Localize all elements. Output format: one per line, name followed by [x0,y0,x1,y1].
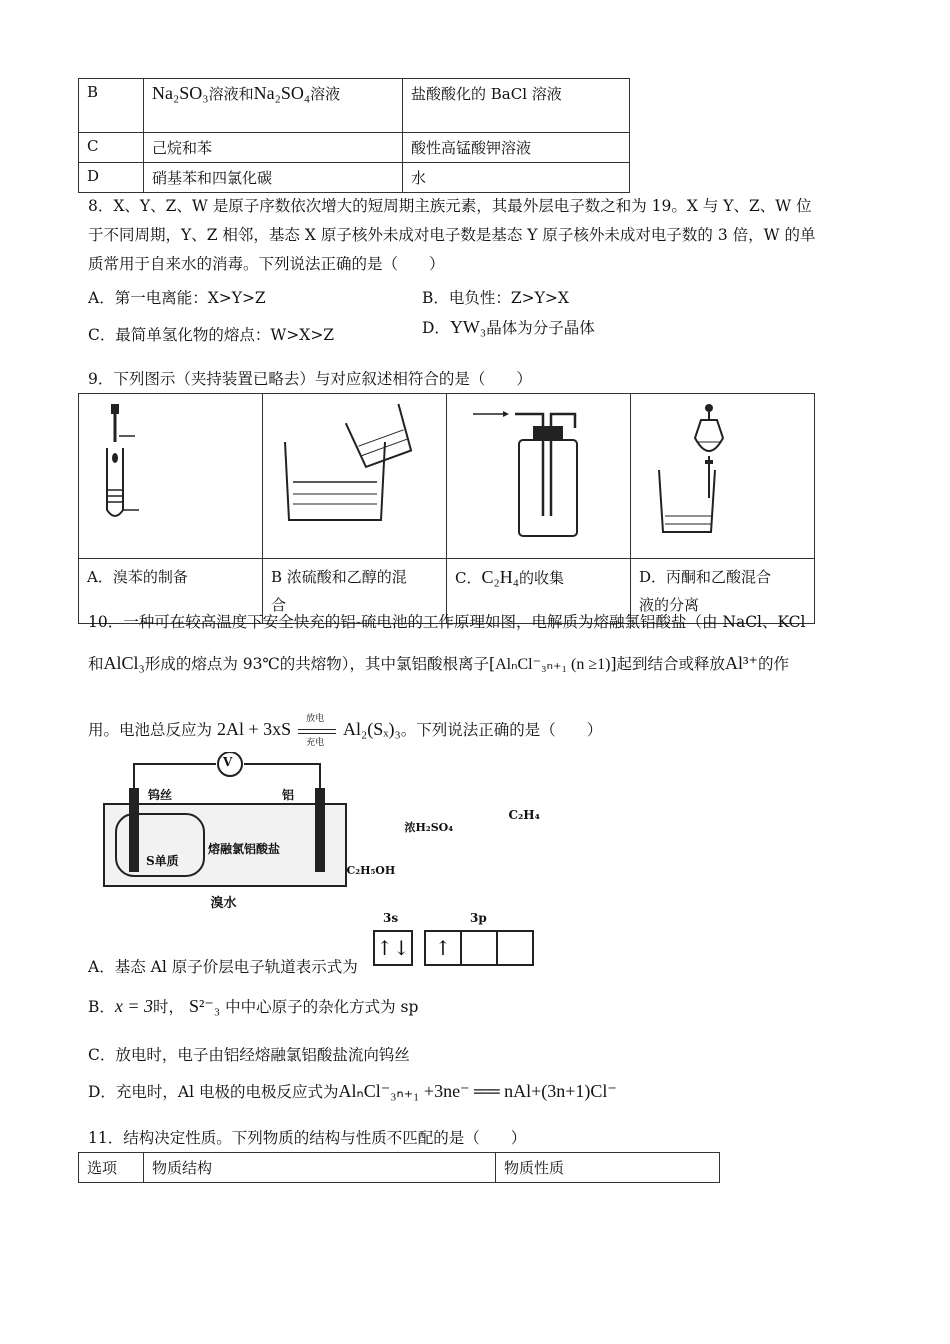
q9-stem: 9．下列图示（夹持装置已略去）与对应叙述相符合的是（ ） [88,370,532,388]
label-bromine-water: 溴水 [210,895,237,911]
caption-c: C．C₂H₄的收集 [447,559,631,624]
reaction-arrow: 放电 充电 [296,721,338,741]
q10-option-c: C．放电时，电子由铝经熔融氯铝酸盐流向钨丝 [88,1046,410,1064]
q10-line1: 10．一种可在较高温度下安全快充的铝-硫电池的工作原理如图，电解质为熔融氯铝酸盐（由 NaCl、KCl [88,613,806,631]
row-label: C [79,133,144,163]
orbital-3s-box: ↑↓ [373,930,413,966]
substance-cell: 硝基苯和四氯化碳 [144,163,403,193]
substance-cell: Na₂SO₃溶液和Na₂SO₄溶液 [144,79,403,133]
voltmeter-label: V [223,755,233,769]
q8-option-a: A．第一电离能：X>Y>Z [88,289,266,307]
label-h2so4: 浓H₂SO₄ [404,820,454,834]
dropper-tube-figure [87,398,254,550]
gas-bottle-figure [455,398,622,550]
q8-stem: 8．X、Y、Z、W 是原子序数依次增大的短周期主族元素，其最外层电子数之和为 19。X 与 Y、Z、W 位 于不同周期，Y、Z 相邻，基态 X 原子核外未成对电子数是基态 Y 原子核外未成对电子数的 3 倍，W 的单 质常用于自来水的消毒。下列说法正确的是（ ） [88,197,816,273]
label-ethanol: C₂H₅OH [346,863,396,877]
electrolyte-label: 熔融氯铝酸盐 [208,842,281,856]
orbital-3p-box-2 [460,930,498,966]
q10-option-b: B．x = 3时， S²⁻₃ 中中心原子的杂化方式为 sp [88,996,419,1016]
top-table [78,78,630,193]
orbital-3p-box-1: ↑ [424,930,462,966]
caption-d: D．丙酮和乙酸混合 液的分离 [631,559,815,624]
q11-stem: 11．结构决定性质。下列物质的结构与性质不匹配的是（ ） [88,1129,527,1147]
header-property: 物质性质 [496,1153,720,1183]
reaction-left: 2Al + 3xS [216,719,292,739]
separatory-funnel-figure [639,398,806,550]
header-option: 选项 [79,1153,144,1183]
sulfur-label: S单质 [146,854,179,868]
substance-cell: 己烷和苯 [144,133,403,163]
row-label: B [79,79,144,133]
caption-b: B 浓硫酸和乙醇的混 合 [263,559,447,624]
orbital-3s-label: 3s [383,911,399,925]
reagent-cell: 盐酸酸化的 BaCl 溶液 [403,79,630,133]
q8-option-c: C．最简单氢化物的熔点：W>X>Z [88,326,335,344]
battery-figure [98,752,350,890]
q10-line2: 和AlCl₃形成的熔点为 93℃的共熔物），其中氯铝酸根离子[AlₙCl⁻₃ₙ₊₁ (n ≥1)]起到结合或释放Al³⁺的作 [88,653,789,673]
q11-table [78,1152,720,1183]
tungsten-label: 钨丝 [148,788,173,802]
q8-option-d: D．YW₃晶体为分子晶体 [422,317,595,337]
reagent-cell: 水 [403,163,630,193]
battery-diagram [98,752,350,890]
q10-option-d: D．充电时，Al 电极的电极反应式为AlₙCl⁻₃ₙ₊₁ +3ne⁻ ══ nAl+(3n+1)Cl⁻ [88,1081,617,1101]
orbital-3p-box-3 [496,930,534,966]
beaker-pour-figure [271,398,438,550]
aluminum-label: 铝 [282,788,295,802]
header-structure: 物质结构 [144,1153,496,1183]
reagent-cell: 酸性高锰酸钾溶液 [403,133,630,163]
q10-line3: 用。电池总反应为 2Al + 3xS 放电 充电 Al₂(Sₓ)₃。下列说法正确的是（ ） [88,714,603,748]
reaction-right: Al₂(Sₓ)₃ [343,719,401,739]
row-label: D [79,163,144,193]
figure-d [631,394,815,559]
orbital-3p-label: 3p [470,911,487,925]
q8-option-b: B．电负性：Z>Y>X [422,289,569,307]
caption-a: A．溴苯的制备 [79,559,263,624]
q10-option-a: A．基态 Al 原子价层电子轨道表示式为 [88,958,358,976]
label-c2h4-gas: C₂H₄ [508,807,540,822]
